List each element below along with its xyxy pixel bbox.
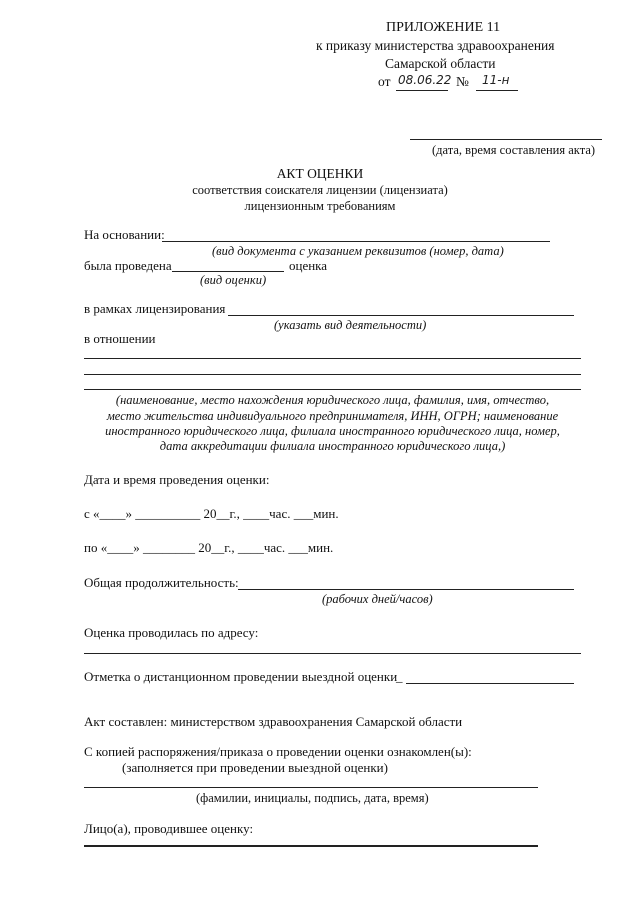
basis-hint: (вид документа с указанием реквизитов (номер, дата) — [212, 244, 504, 258]
regarding-hint-4: дата аккредитации филиала иностранного юридического лица,) — [159, 439, 506, 453]
assessment-type-hint: (вид оценки) — [200, 273, 267, 287]
licensing-hint: (указать вид деятельности) — [274, 318, 427, 332]
basis-input-line[interactable] — [162, 241, 550, 242]
regarding-hint-1: (наименование, место нахождения юридического лица, фамилия, имя, отчество, — [115, 393, 550, 407]
basis-label: На основании: — [84, 227, 165, 242]
person-input-line[interactable] — [84, 845, 538, 847]
order-date-handwritten: 08.06.22 — [398, 73, 452, 87]
region-line: Самарской области — [385, 56, 496, 71]
signatures-input-line[interactable] — [84, 787, 538, 788]
person-label: Лицо(а), проводившее оценку: — [84, 821, 254, 836]
order-number-handwritten: 11-н — [482, 73, 510, 87]
assessment-datetime-label: Дата и время проведения оценки: — [84, 472, 270, 487]
regarding-line-3[interactable] — [84, 389, 581, 390]
act-datetime-caption: (дата, время составления акта) — [432, 143, 596, 157]
number-label: № — [456, 74, 469, 89]
duration-label: Общая продолжительность: — [84, 575, 239, 590]
order-date-line — [396, 90, 448, 91]
address-input-line[interactable] — [84, 653, 581, 654]
assessment-from-row[interactable]: с «____» __________ 20__г., ____час. ___мин. — [84, 506, 339, 521]
conducted-suffix: оценка — [289, 258, 328, 273]
address-label: Оценка проводилась по адресу: — [84, 625, 259, 640]
compiled-label: Акт составлен: министерством здравоохранения Самарской области — [84, 714, 463, 729]
order-line: к приказу министерства здравоохранения — [316, 38, 555, 53]
licensing-label: в рамках лицензирования — [84, 301, 226, 316]
act-datetime-line[interactable] — [410, 139, 602, 140]
signatures-hint: (фамилии, инициалы, подпись, дата, время) — [196, 791, 429, 805]
assessment-to-row[interactable]: по «____» ________ 20__г., ____час. ___мин. — [84, 540, 334, 555]
from-label: от — [378, 74, 391, 89]
regarding-line-1[interactable] — [84, 358, 581, 359]
order-number-line — [476, 90, 518, 91]
conducted-label: была проведена — [84, 258, 172, 273]
regarding-hint-3: иностранного юридического лица, филиала иностранного юридического лица, номер, — [105, 424, 560, 438]
act-title: АКТ ОЦЕНКИ — [276, 166, 364, 181]
remote-dash: _ — [396, 669, 403, 684]
duration-hint: (рабочих дней/часов) — [322, 592, 433, 606]
regarding-hint-2: место жительства индивидуального предпринимателя, ИНН, ОГРН; наименование — [106, 409, 559, 423]
licensing-input-line[interactable] — [228, 315, 574, 316]
regarding-line-2[interactable] — [84, 374, 581, 375]
act-subtitle-2: лицензионным требованиям — [244, 199, 396, 213]
remote-input-line[interactable] — [406, 683, 574, 684]
remote-label: Отметка о дистанционном проведении выездной оценки — [84, 669, 398, 684]
appendix-title: ПРИЛОЖЕНИЕ 11 — [386, 20, 501, 35]
copy-note: (заполняется при проведении выездной оценки) — [122, 760, 388, 775]
copy-label: С копией распоряжения/приказа о проведении оценки ознакомлен(ы): — [84, 744, 472, 759]
assessment-type-line[interactable] — [172, 271, 284, 272]
regarding-label: в отношении — [84, 331, 156, 346]
duration-input-line[interactable] — [238, 589, 574, 590]
act-subtitle-1: соответствия соискателя лицензии (лицензиата) — [192, 183, 448, 197]
